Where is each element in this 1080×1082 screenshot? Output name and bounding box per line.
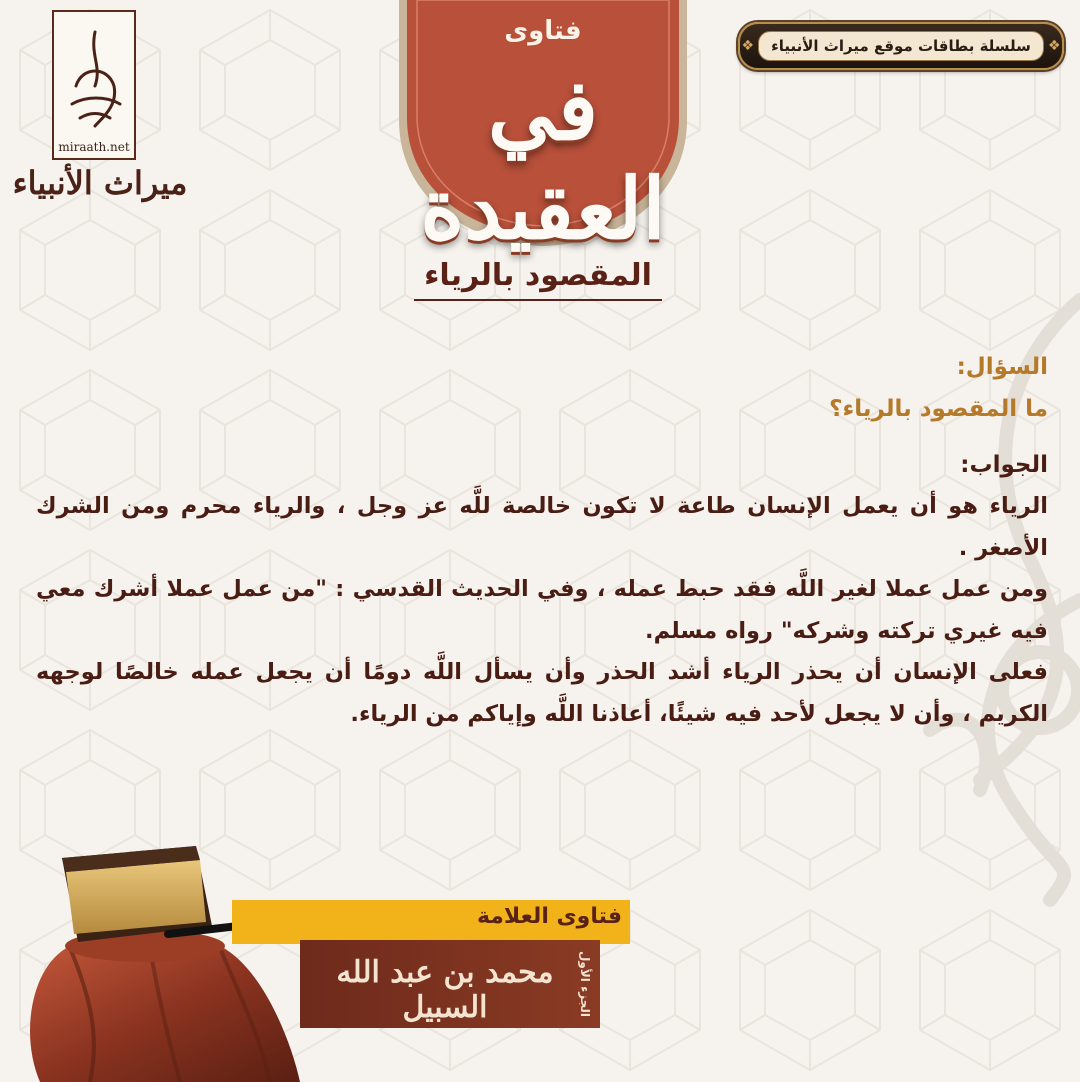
answer-paragraph: الرياء هو أن يعمل الإنسان طاعة لا تكون خالصة للَّه عز وجل ، والرياء محرم ومن الشرك الأصغر . (36, 493, 1048, 561)
shield-small-title: فتاوى (504, 16, 582, 46)
answer-paragraph: فعلى الإنسان أن يحذر الرياء أشد الحذر وأن يسأل اللَّه دومًا أن يجعل عمله خالصًا لوجهه الكريم ، وأن لا يجعل لأحد فيه شيئًا، أعاذنا اللَّه وإياكم من الرياء. (36, 659, 1048, 727)
site-logo (52, 10, 136, 160)
ornament-icon: ❖ (741, 38, 755, 54)
logo-url: miraath.net (58, 140, 130, 154)
book-illustration (0, 836, 340, 1082)
ornament-icon: ❖ (1047, 38, 1061, 54)
author-name: محمد بن عبد الله السبيل (336, 955, 554, 1025)
answer-label: الجواب: (960, 452, 1048, 478)
answer-paragraph: ومن عمل عملا لغير اللَّه فقد حبط عمله ، وفي الحديث القدسي : "من عمل عملا أشرك معي فيه غيري تركته وشركه" رواه مسلم. (36, 576, 1048, 644)
page-title: المقصود بالرياء (414, 258, 662, 301)
series-banner (738, 22, 1064, 70)
logo-emblem-icon (62, 26, 128, 136)
logo-name: ميراث الأنبياء (12, 164, 188, 202)
volume-label: الجزء الأول (578, 951, 592, 1017)
author-card-label: فتاوى العلامة (476, 904, 622, 929)
series-banner-label: سلسلة بطاقات موقع ميراث الأنبياء (758, 31, 1044, 61)
content-body (36, 346, 1048, 735)
shield-big-title: في العقيدة (420, 60, 666, 258)
question-text: ما المقصود بالرياء؟ (829, 396, 1048, 422)
question-label: السؤال: (956, 354, 1048, 380)
